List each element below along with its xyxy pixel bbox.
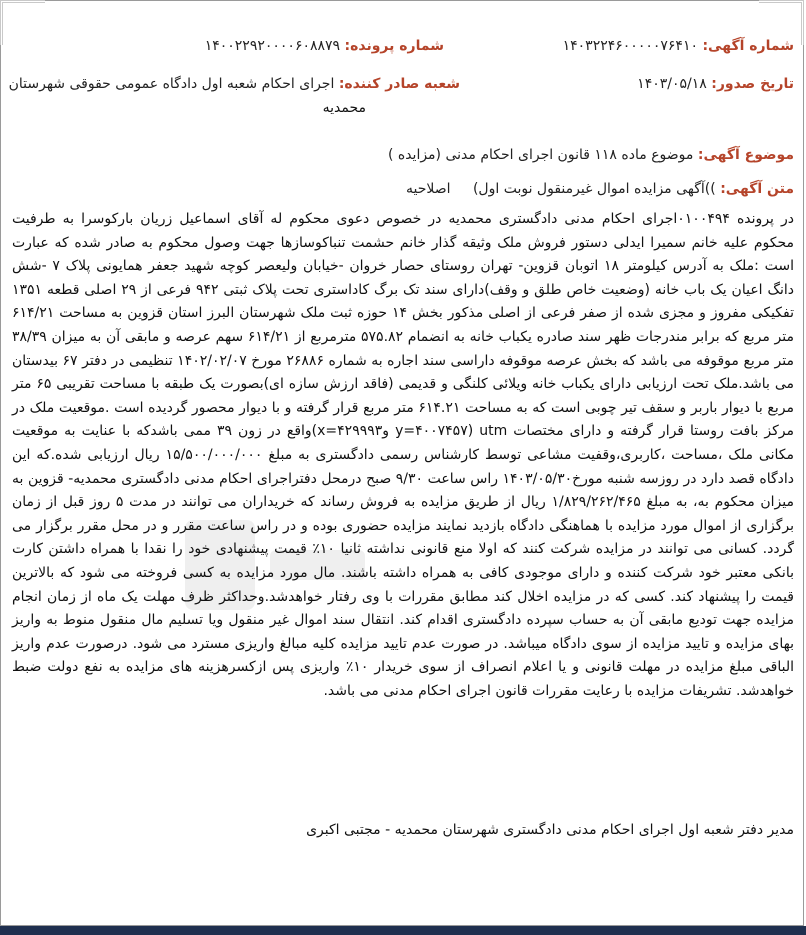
notice-subject (388, 143, 794, 167)
notice-number (563, 34, 794, 58)
issuing-branch-value: اجرای احکام شعبه اول دادگاه عمومی حقوقی شهرستان (8, 76, 335, 92)
notice-text-heading (406, 177, 794, 201)
issue-date (637, 72, 794, 96)
notice-number-value: ۱۴۰۳۲۲۴۶۰۰۰۰۰۷۶۴۱۰ (562, 38, 698, 54)
signature-line: مدیر دفتر شعبه اول اجرای احکام مدنی دادگستری شهرستان محمدیه - مجتبی اکبری (306, 822, 794, 838)
issuing-branch-value-continued: محمدیه (322, 100, 366, 116)
notice-subject-label: موضوع آگهی: (697, 147, 794, 163)
notice-text-label: متن آگهی: (720, 181, 794, 197)
notice-text-amendment: اصلاحیه (406, 181, 451, 197)
notice-text-title: ))آگهی مزایده اموال غیرمنقول نوبت اول) (472, 181, 716, 197)
case-number (205, 34, 444, 58)
issue-date-value: ۱۴۰۳/۰۵/۱۸ (637, 76, 707, 92)
case-number-label: شماره پرونده: (344, 38, 444, 54)
notice-subject-value: موضوع ماده ۱۱۸ قانون اجرای احکام مدنی (مزایده ) (387, 147, 694, 163)
issuing-branch (9, 72, 460, 96)
notice-body: در پرونده ۰۱۰۰۴۹۴اجرای احکام مدنی دادگستری محمدیه در خصوص دعوی محکوم له آقای اسماعیل زریان بارکوسرا به طرفیت محکوم علیه خانم سمیرا ایدلی دستور فروش ملک وثیقه گذار خانم حشمت تنباکوسازها جهت وصول محکوم به صادر شده که عبارت است :ملک به آدرس کیلومتر ۱۸ اتوبان قزوین- تهران روستای حصار خروان -خیابان ولیعصر کوچه شهید جعفر همایونی پلاک ۷ -شش دانگ اعیان یک باب خانه (وضعیت خاص طلق و وقف)دارای سند تک برگ کاداستری تحت پلاک ثبتی ۹۴۲ فرعی از ۲۹ اصلی قطعه ۱۳۵۱ تفکیکی مفروز و مجزی شده از صفر فرعی از اصلی مذکور بخش ۱۴ حوزه ثبت ملک شهرستان البرز استان قزوین به مساحت ۶۱۴/۲۱ متر مربع که برابر مندرجات ظهر سند صادره یکباب خانه به انضمام ۵۷۵.۸۲ مترمربع از ۶۱۴/۲۱ سهم عرصه و مابقی آن به میزان ۳۸/۳۹ متر مربع موقوفه می باشد که بخش عرصه موقوفه داراسی سند اجاره به شماره ۲۶۸۸۶ مورخ ۱۴۰۲/۰۲/۰۷ تنظیمی در دفتر ۶۷ بیدستان می باشد.ملک تحت ارزیابی دارای یکباب خانه ویلائی کلنگی و قدیمی (فاقد ارزش سازه ای)بصورت یک طبقه با مساحت تقریبی ۶۵ متر مربع با دیوار باربر و سقف تیر چوبی است که به مساحت ۶۱۴.۲۱ متر مربع قرار گرفته و با دیوار محصور گردیده است .موقعیت ملک در مرکز بافت روستا قرار گرفته و دارای مختصات utm (y=۴۰۰۷۴۵۷ وx=۴۲۹۹۹۳)واقع در زون ۳۹ ممی باشدکه با عنایت به موقعیت مکانی ملک ،مساحت ،کاربری،وقفیت مشاعی توسط کارشناس رسمی دادگستری به مبلغ ۱۵/۵۰۰/۰۰۰/۰۰۰ ریال ارزیابی شده.که این دادگاه قصد دارد در روزسه شنبه مورخ۱۴۰۳/۰۵/۳۰ راس ساعت ۹/۳۰ صبح درمحل دفتراجرای احکام مدنی دادگستری محمدیه- قزوین به میزان محکوم به، به مبلغ ۱/۸۲۹/۲۶۲/۴۶۵ ریال از طریق مزایده به فروش رساند که خریداران می توانند در مدت ۵ روز قبل از زمان برگزاری از اموال مورد مزایده با هماهنگی دادگاه بازدید نمایند مزایده حضوری بوده و در راس ساعت مقرر و در محل مقرر برگزار می گردد. کسانی می توانند در مزایده شرکت کنند که اولا منع قانونی نداشته ثانیا ۱۰٪ قیمت پیشنهادی خود را نقدا با همراه داشتن کارت بانکی معتبر خود شرکت کننده و دارای موجودی کافی به همراه داشته باشند. مال مورد مزایده به کسی فروخته می شود که بالاترین قیمت را پیشنهاد کند. کسی که در مزایده اخلال کند مطابق مقررات با وی رفتار خواهدشد.وحداکثر ظرف مهلت یک ماه از زمان انجام مزایده جهت تودیع مابقی آن به حساب سپرده دادگستری اقدام کند. انتقال سند اموال غیر منقول ویا تسلیم مال منقول منوط به واریز بهای مزایده و تایید مزایده از سوی دادگاه میباشد. در صورت عدم تایید مزایده کلیه مبالغ واریزی مسترد می شود. درصورت عدم واریز الباقی مبلغ مزایده در مهلت قانونی و یا اعلام انصراف از سوی خریدار ۱۰٪ واریزی پس ازکسرهزینه های مزایده به نفع دولت ضبط خواهدشد. تشریفات مزایده با رعایت مقررات قانون اجرای احکام مدنی می باشد. (12, 211, 795, 699)
notice-number-label: شماره آگهی: (702, 38, 794, 54)
issuing-branch-label: شعبه صادر کننده: (338, 76, 460, 92)
issue-date-label: تاریخ صدور: (711, 76, 794, 92)
bottom-bar (0, 926, 806, 935)
case-number-value: ۱۴۰۰۲۲۹۲۰۰۰۰۶۰۸۸۷۹ (204, 38, 341, 54)
